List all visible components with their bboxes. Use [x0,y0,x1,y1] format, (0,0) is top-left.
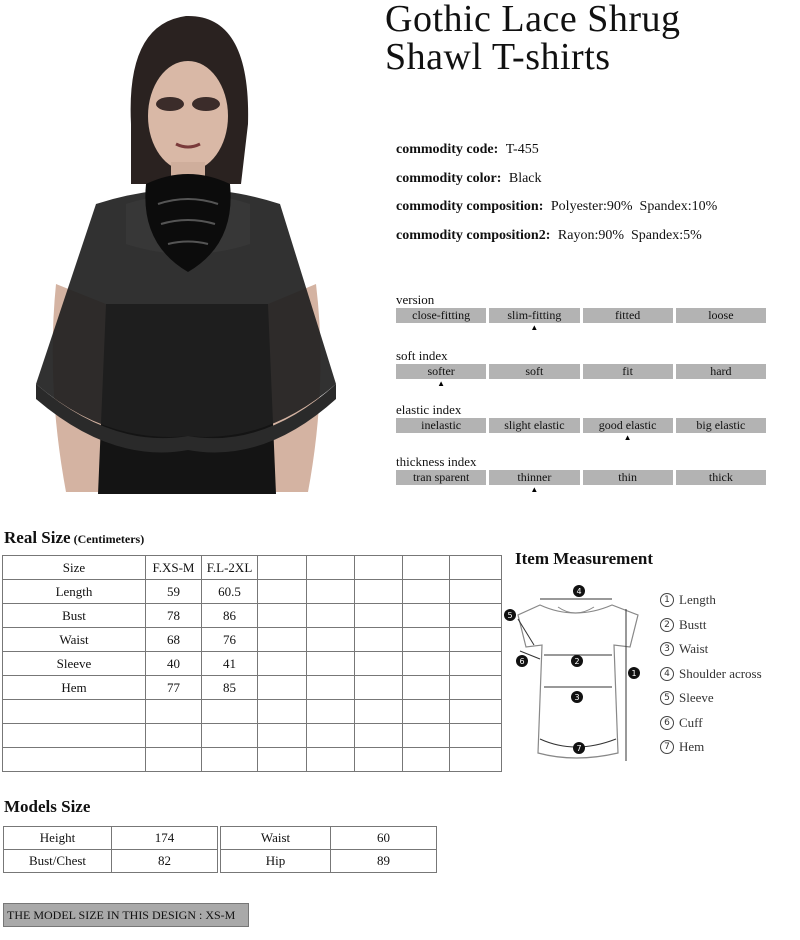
table-empty-cell [307,604,355,628]
product-title [385,0,795,76]
table-empty-cell [307,700,355,724]
table-empty-cell [450,604,502,628]
table-empty-cell [258,556,307,580]
scale-option [396,470,486,485]
table-empty-cell [403,748,450,772]
legend-item [660,686,762,711]
table-empty-cell [403,604,450,628]
table-cell: Waist [221,827,331,850]
table-row [3,700,502,724]
table-empty-cell [307,724,355,748]
table-cell: 76 [202,628,258,652]
legend-item [660,588,762,613]
version-index-bar [396,308,766,332]
table-cell: Bust/Chest [4,850,112,873]
version-index [396,292,766,332]
table-empty-cell [258,652,307,676]
table-cell: Length [3,580,146,604]
table-empty-cell [450,676,502,700]
elastic-index [396,402,766,442]
table-empty-cell [403,724,450,748]
legend-item [660,637,762,662]
elastic-index-bar [396,418,766,442]
table-cell: 78 [146,604,202,628]
table-empty-cell [3,748,146,772]
scale-option [676,308,766,323]
table-cell: Hip [221,850,331,873]
table-empty-cell [450,580,502,604]
table-cell: 174 [112,827,218,850]
table-empty-cell [403,700,450,724]
table-empty-cell [355,748,403,772]
scale-option [489,418,579,433]
legend-label: Length [679,592,716,608]
scale-option-selected [489,470,579,494]
scale-option-label: good elastic [598,418,657,432]
scale-option [583,364,673,379]
svg-text:5: 5 [507,611,513,620]
table-empty-cell [450,748,502,772]
table-empty-cell [403,580,450,604]
table-empty-cell [450,652,502,676]
table-empty-cell [355,724,403,748]
product-photo [36,4,336,494]
table-cell: 60 [331,827,437,850]
table-empty-cell [258,604,307,628]
models-size-title: Models Size [4,797,91,816]
legend-item [660,613,762,638]
table-empty-cell [307,748,355,772]
attribute-row [396,228,796,257]
table-empty-cell [3,700,146,724]
scale-option [676,470,766,485]
scale-option-selected [396,364,486,388]
product-attributes [396,142,796,256]
selected-marker-icon: ▲ [437,379,446,388]
svg-text:1: 1 [631,669,637,678]
scale-option-label: thinner [517,470,552,484]
table-empty-cell [307,628,355,652]
models-size-table-right [220,826,437,873]
table-cell: Sleeve [3,652,146,676]
attribute-value: Polyester:90% Spandex:10% [550,199,718,214]
table-empty-cell [3,724,146,748]
legend-number: 4 [660,667,674,681]
soft-index [396,348,766,388]
table-header-cell: Size [3,556,146,580]
product-title-line2: Shawl T-shirts [385,36,611,78]
table-empty-cell [403,556,450,580]
legend-label: Hem [679,739,705,755]
table-empty-cell [258,748,307,772]
table-cell: 60.5 [202,580,258,604]
table-empty-cell [355,652,403,676]
table-row [3,748,502,772]
table-empty-cell [258,724,307,748]
table-empty-cell [146,724,202,748]
table-row [3,628,502,652]
table-row [221,827,437,850]
table-cell: 82 [112,850,218,873]
attribute-value: Rayon:90% Spandex:5% [557,227,702,243]
soft-index-bar [396,364,766,388]
scale-option [583,470,673,485]
svg-text:2: 2 [574,657,580,666]
attribute-label: commodity color: [396,170,502,186]
model-size-note: THE MODEL SIZE IN THIS DESIGN : XS-M [3,903,249,927]
table-row [4,850,218,873]
selected-marker-icon: ▲ [530,323,539,332]
scale-option-label: softer [427,364,455,378]
scale-option [583,308,673,323]
table-row [4,827,218,850]
thickness-index [396,454,766,494]
scale-option-selected [489,308,579,332]
table-empty-cell [202,700,258,724]
legend-number: 5 [660,691,674,705]
table-empty-cell [355,676,403,700]
thickness-index-bar [396,470,766,494]
table-header-cell: F.L-2XL [202,556,258,580]
table-cell: 41 [202,652,258,676]
scale-option-label: slight elastic [504,418,565,432]
svg-text:4: 4 [576,587,582,596]
scale-option [396,418,486,433]
scale-option-label: fit [622,364,633,378]
table-header-cell: F.XS-M [146,556,202,580]
table-empty-cell [355,580,403,604]
attribute-row [396,199,796,228]
table-cell: 68 [146,628,202,652]
legend-number: 7 [660,740,674,754]
legend-item [660,735,762,760]
scale-option-label: inelastic [421,418,462,432]
legend-label: Sleeve [679,690,714,706]
table-empty-cell [202,724,258,748]
scale-option-label: soft [525,364,544,378]
table-empty-cell [307,676,355,700]
table-cell: 86 [202,604,258,628]
scale-option-label: hard [710,364,732,378]
attribute-label: commodity code: [396,142,499,157]
table-empty-cell [450,724,502,748]
table-empty-cell [146,748,202,772]
scale-option [396,308,486,323]
scale-option [676,364,766,379]
attribute-row [396,171,796,200]
measurement-legend [660,588,762,760]
attribute-row [396,142,796,171]
elastic-index-title: elastic index [396,402,462,417]
real-size-table [2,555,502,772]
scale-option-label: fitted [614,308,641,322]
scale-option-label: slim-fitting [507,308,562,322]
scale-option-label: tran sparent [412,470,470,484]
table-cell: 89 [331,850,437,873]
attribute-value: T-455 [505,142,539,157]
table-empty-cell [258,676,307,700]
table-cell: 40 [146,652,202,676]
table-empty-cell [202,748,258,772]
selected-marker-icon: ▲ [530,485,539,494]
legend-label: Waist [679,641,709,657]
table-cell: Hem [3,676,146,700]
table-cell: Height [4,827,112,850]
legend-item [660,711,762,736]
table-row [3,580,502,604]
legend-number: 6 [660,716,674,730]
attribute-label: commodity composition: [396,199,544,214]
table-cell: Waist [3,628,146,652]
scale-option-label: close-fitting [412,308,471,322]
real-size-title [4,528,144,548]
attribute-value: Black [508,170,542,186]
scale-option [489,364,579,379]
table-row [221,850,437,873]
table-empty-cell [258,628,307,652]
version-index-title: version [396,292,435,307]
product-title-line1: Gothic Lace Shrug [385,0,681,40]
table-row [3,652,502,676]
models-size-table-left [3,826,218,873]
table-empty-cell [450,628,502,652]
table-empty-cell [146,700,202,724]
svg-text:7: 7 [576,744,582,753]
scale-option-label: thin [618,470,637,484]
table-empty-cell [450,556,502,580]
real-size-unit: (Centimeters) [73,532,145,546]
selected-marker-icon: ▲ [623,433,632,442]
legend-number: 3 [660,642,674,656]
table-row [3,676,502,700]
item-measurement-title: Item Measurement [515,549,654,568]
table-cell: 59 [146,580,202,604]
table-empty-cell [355,604,403,628]
scale-option [676,418,766,433]
tshirt-diagram-icon [500,575,650,775]
table-empty-cell [258,580,307,604]
table-empty-cell [307,652,355,676]
real-size-heading: Real Size [4,528,71,547]
legend-label: Bustt [679,616,707,632]
svg-text:6: 6 [519,657,525,666]
table-row [3,724,502,748]
legend-number: 2 [660,618,674,632]
measurement-diagram [500,575,650,775]
table-empty-cell [403,628,450,652]
table-row [3,604,502,628]
legend-label: Shoulder across [679,665,762,681]
scale-option-label: big elastic [696,418,746,432]
table-empty-cell [403,676,450,700]
table-empty-cell [355,700,403,724]
table-empty-cell [403,652,450,676]
table-cell: 77 [146,676,202,700]
table-empty-cell [355,628,403,652]
svg-text:3: 3 [574,693,580,702]
table-header-row [3,556,502,580]
legend-item [660,662,762,687]
table-cell: 85 [202,676,258,700]
legend-number: 1 [660,593,674,607]
scale-option-label: loose [708,308,734,322]
soft-index-title: soft index [396,348,448,363]
table-empty-cell [450,700,502,724]
table-empty-cell [258,700,307,724]
table-empty-cell [355,556,403,580]
table-empty-cell [307,580,355,604]
attribute-label: commodity composition2: [396,227,551,243]
table-cell: Bust [3,604,146,628]
table-empty-cell [307,556,355,580]
legend-label: Cuff [679,714,703,730]
thickness-index-title: thickness index [396,454,477,469]
scale-option-label: thick [708,470,733,484]
scale-option-selected [583,418,673,442]
